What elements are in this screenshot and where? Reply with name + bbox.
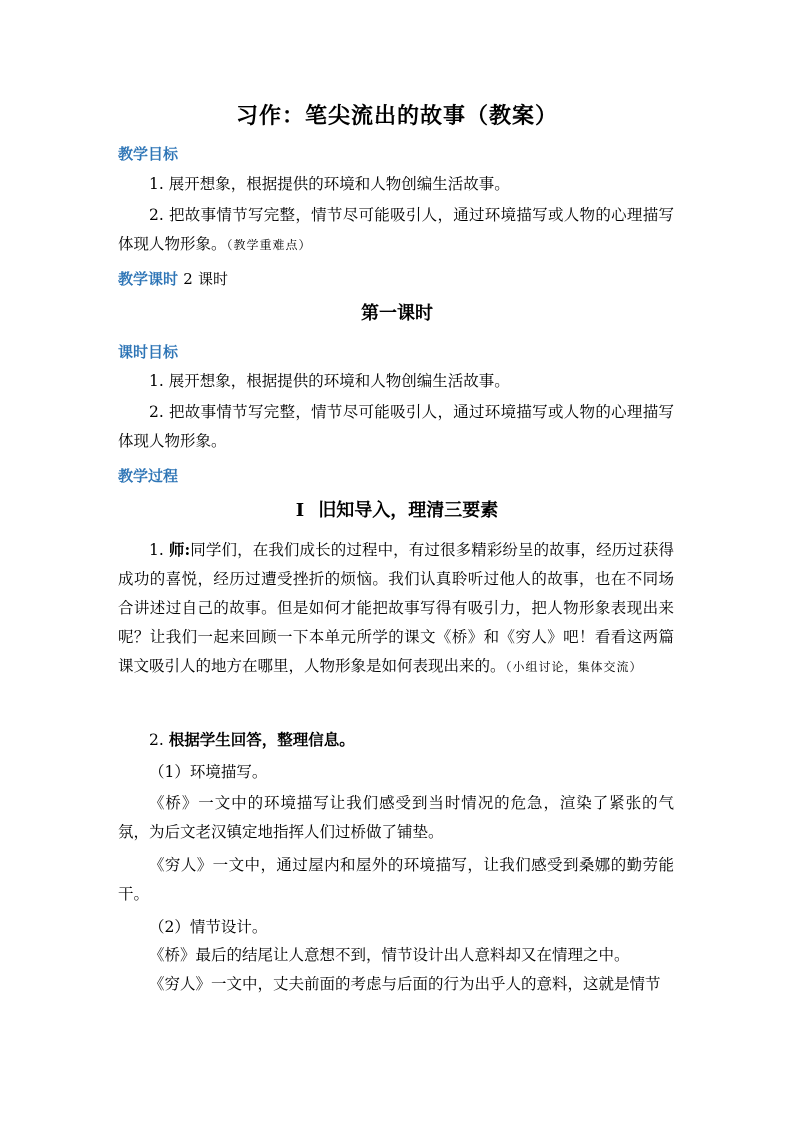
page-title: 习作：笔尖流出的故事（教案） bbox=[235, 103, 558, 129]
section-heading-text: 旧知导入，理清三要素 bbox=[318, 500, 499, 521]
step-2-paragraph bbox=[118, 725, 674, 755]
environment-paragraph-2: 《穷人》一文中，通过屋内和屋外的环境描写，让我们感受到桑娜的勤劳能干。 bbox=[118, 856, 674, 903]
plot-label: （2）情节设计。 bbox=[149, 918, 268, 936]
process-label: 教学过程 bbox=[118, 467, 179, 485]
environment-label: （1）环境描写。 bbox=[149, 763, 268, 781]
plot-paragraph-1: 《桥》最后的结尾让人意想不到，情节设计出人意料却又在情理之中。 bbox=[149, 946, 630, 964]
plot-paragraph-2: 《穷人》一文中，丈夫前面的考虑与后面的行为出乎人的意料，这就是情节 bbox=[149, 975, 661, 993]
class-hours-label bbox=[118, 268, 228, 290]
step-1-text: 同学们，在我们成长的过程中，有过很多精彩纷呈的故事，经历过获得成功的喜悦，经历过遭受挫折的烦恼。我们认真聆听过他人的故事，也在不同场合讲述过自己的故事。但是如何才能把故事写得有吸引力，把人物形象表现出来呢？让我们一起来回顾一下本单元所学的课文《桥》和《穷人》吧！看看这两篇课文吸引人的地方在哪里，人物形象是如何表现出来的。 bbox=[118, 541, 674, 675]
class-hours-title: 教学课时 bbox=[118, 270, 179, 288]
environment-paragraph-1: 《桥》一文中的环境描写让我们感受到当时情况的危急，渲染了紧张的气氛，为后文老汉镇定地指挥人们过桥做了铺垫。 bbox=[118, 794, 674, 841]
step-2-text: 根据学生回答，整理信息。 bbox=[168, 730, 355, 749]
step-1-paragraph bbox=[118, 535, 674, 682]
teaching-goal-item-2 bbox=[118, 201, 674, 260]
step-2-number: 2. bbox=[149, 731, 164, 749]
class-hours-unit: 课时 bbox=[198, 270, 229, 288]
teaching-goal-item-2-text: 2. 把故事情节写完整，情节尽可能吸引人，通过环境描写或人物的心理描写体现人物形象。 bbox=[118, 206, 674, 253]
lesson-one-title: 第一课时 bbox=[361, 303, 433, 324]
step-1-speaker: 师: bbox=[168, 540, 191, 559]
lesson-goals-label: 课时目标 bbox=[118, 343, 179, 361]
lesson-goal-item-2: 2. 把故事情节写完整，情节尽可能吸引人，通过环境描写或人物的心理描写体现人物形象。 bbox=[118, 403, 674, 450]
teaching-goal-item-1: 1. 展开想象，根据提供的环境和人物创编生活故事。 bbox=[149, 175, 510, 193]
step-1-number: 1. bbox=[149, 541, 164, 559]
section-number: Ⅰ bbox=[295, 500, 305, 521]
key-point-note: （教学重难点） bbox=[226, 238, 312, 252]
class-hours-value: 2 bbox=[183, 270, 193, 288]
step-1-note: （小组讨论，集体交流） bbox=[505, 660, 643, 674]
teaching-goals-label: 教学目标 bbox=[118, 145, 179, 163]
section-heading bbox=[0, 498, 794, 524]
lesson-goal-item-1: 1. 展开想象，根据提供的环境和人物创编生活故事。 bbox=[149, 372, 510, 390]
